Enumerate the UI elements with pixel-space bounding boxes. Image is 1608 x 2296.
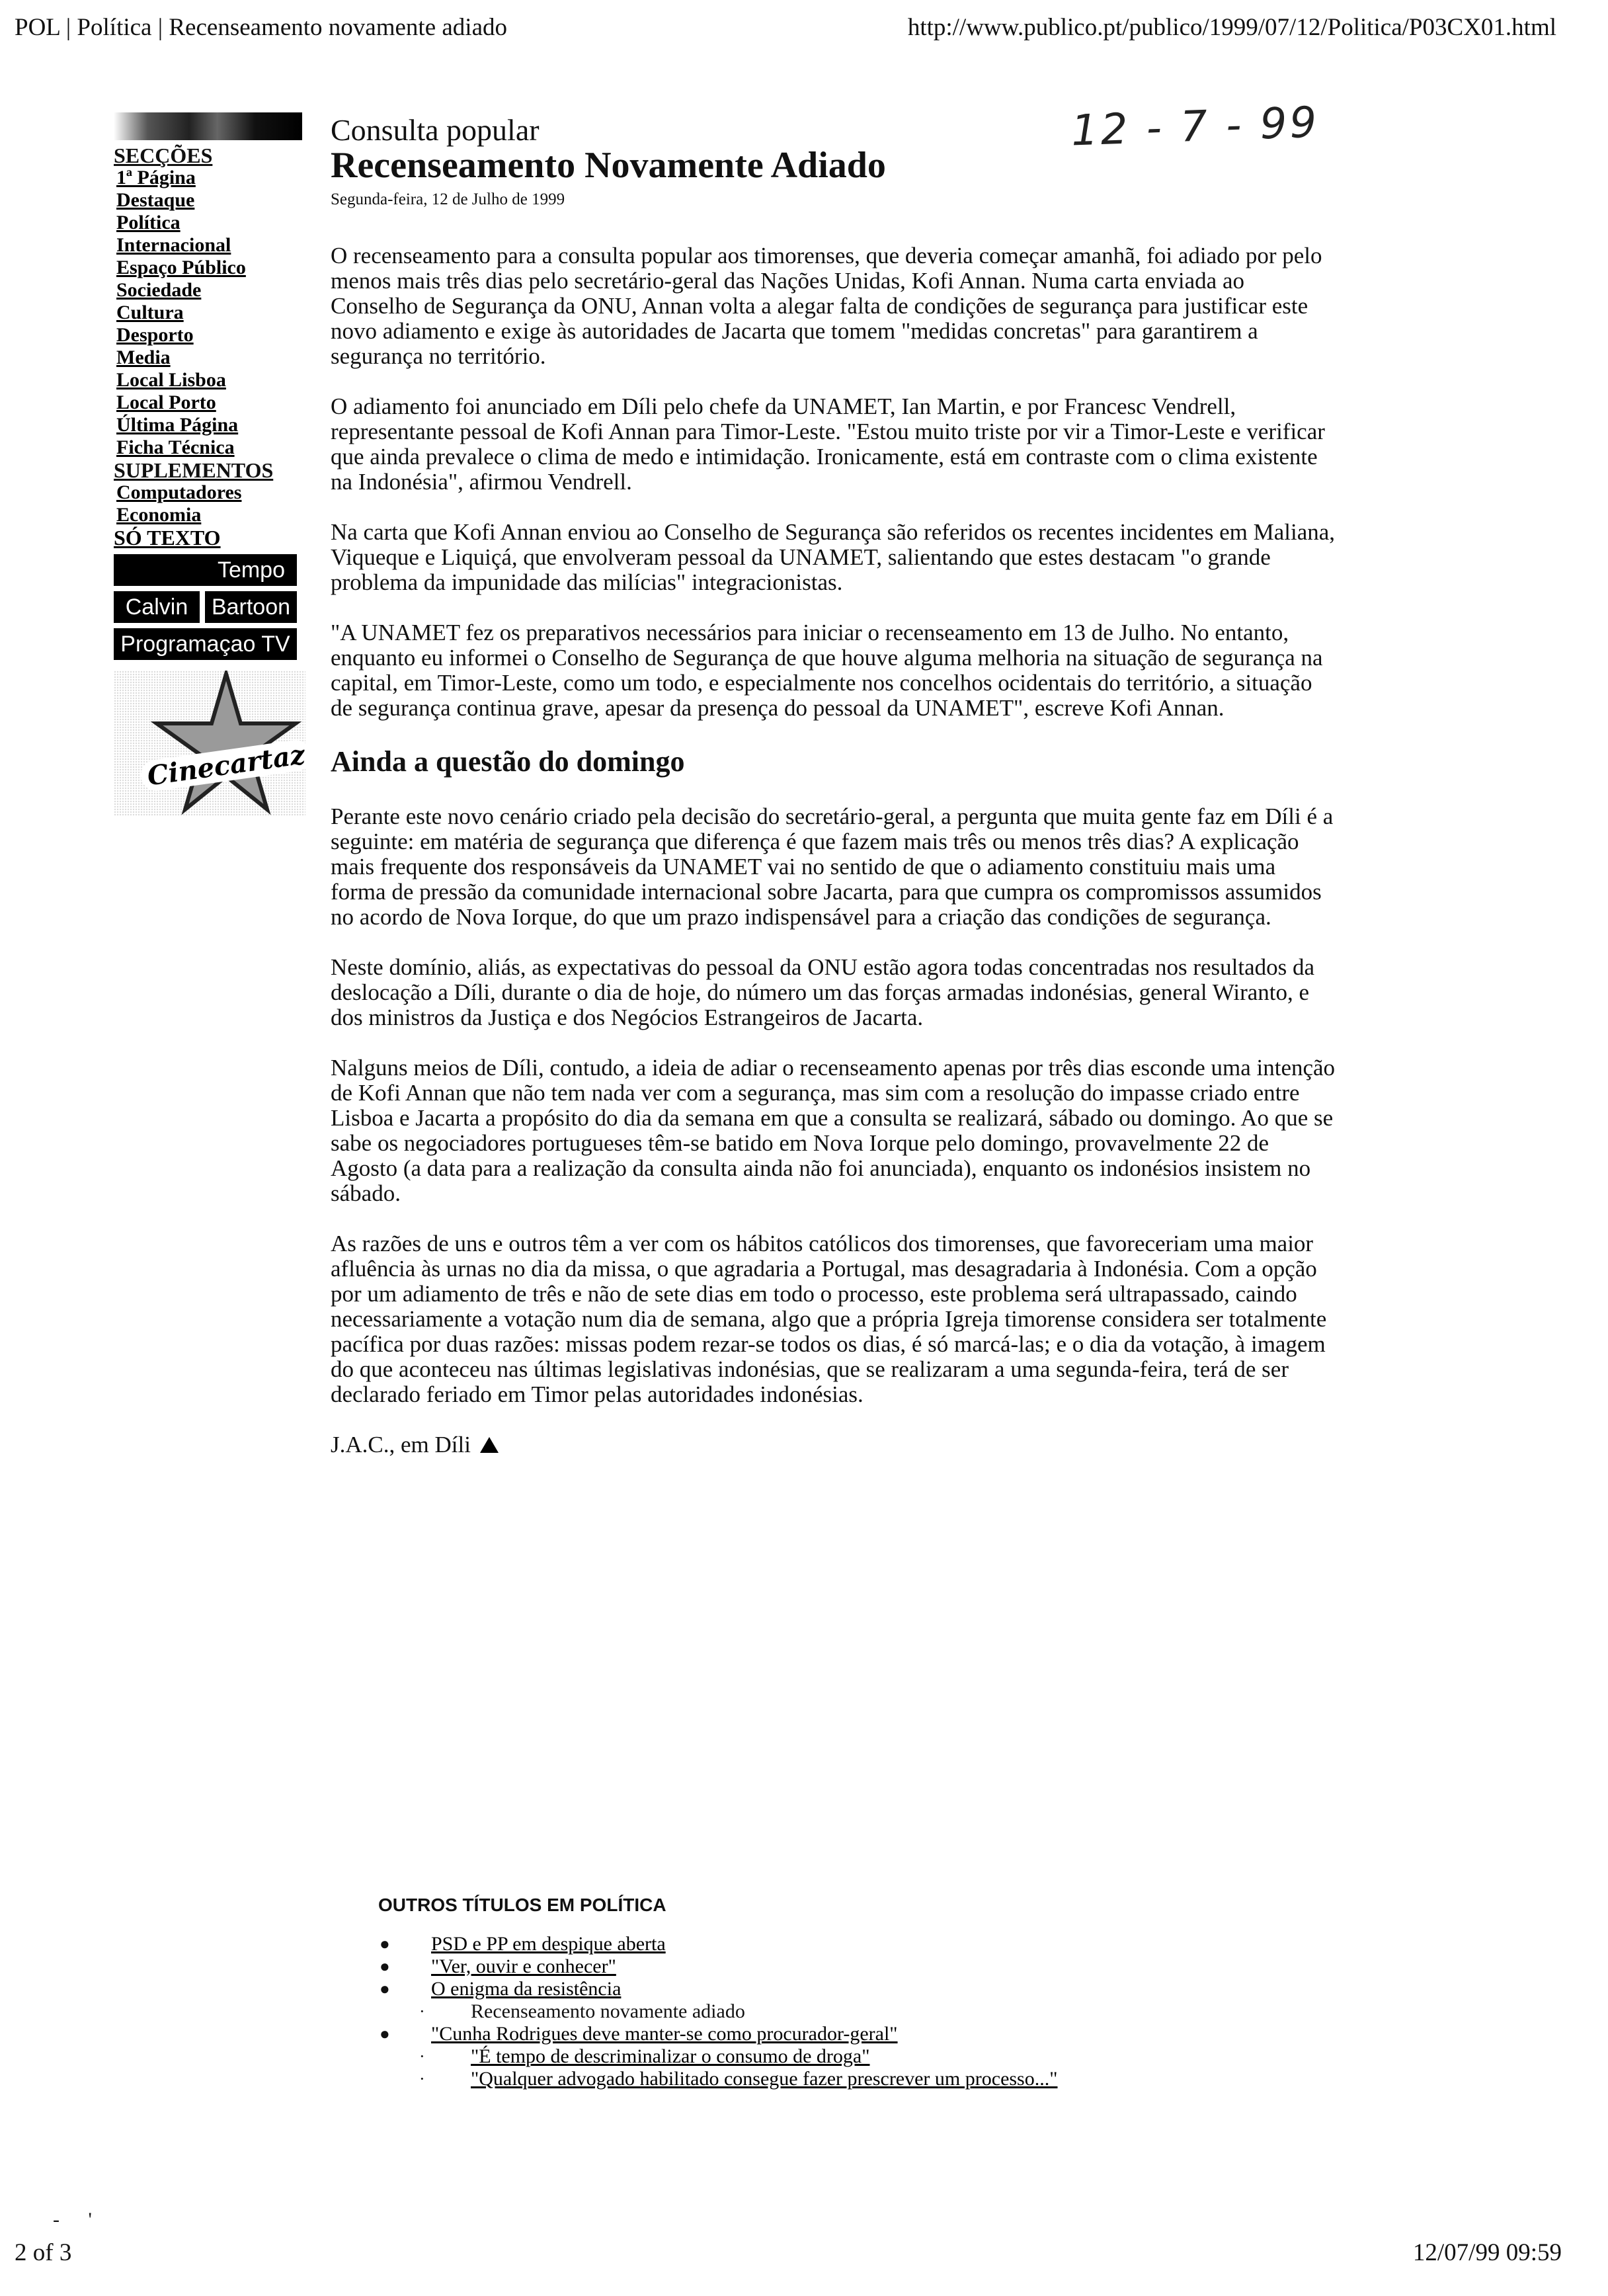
article-signature-row <box>331 1432 1336 1457</box>
bullet-icon: ● <box>380 2024 390 2043</box>
nav-link-ficha-tecnica[interactable]: Ficha Técnica <box>116 436 235 458</box>
other-headline-link[interactable]: "Qualquer advogado habilitado consegue fazer prescrever um processo..." <box>471 2068 1058 2090</box>
bartoon-button[interactable]: Bartoon <box>205 591 297 623</box>
cinecartaz-wordmark: Cinecartaz <box>139 738 313 793</box>
article-dateline: Segunda-feira, 12 de Julho de 1999 <box>331 190 565 208</box>
nav-link-economia[interactable]: Economia <box>116 504 202 526</box>
print-header-url: http://www.publico.pt/publico/1999/07/12/Politica/P03CX01.html <box>907 14 1556 41</box>
article-paragraph: As razões de uns e outros têm a ver com os hábitos católicos dos timorenses, que favoreceriam uma maior afluência às urnas no dia da missa, o que agradaria a Portugal, mas desagradaria à Indonésia. Com a opção por um adiamento de três e não de sete dias em todo o processo, este problema será ultrapassado, caindo necessariamente a votação num dia de semana, algo que a própria Igreja timorense considera ser totalmente pacífica por duas razões: missas podem rezar-se todos os dias, é só marcá-las; e o dia da votação, à imagem do que aconteceu nas últimas legislativas indonésias, que se realizaram a uma segunda-feira, terá de ser declarado feriado em Timor pelas autoridades indonésias. <box>331 1231 1327 1407</box>
article-paragraph: "A UNAMET fez os preparativos necessários para iniciar o recenseamento em 13 de Julho. No entanto, enquanto eu informei o Conselho de Segurança de que houve alguma melhoria na situação de segurança na capital, em Timor-Leste, como um todo, e especialmente nos concelhos ocidentais do território, a situação de segurança continua grave, apesar da presença do pessoal da UNAMET", escreve Kofi Annan. <box>331 620 1323 721</box>
article-paragraph: O recenseamento para a consulta popular aos timorenses, que deveria começar amanhã, foi adiado por pelo menos mais três dias pelo secretário-geral das Nações Unidas, Kofi Annan. Numa carta enviada ao Conselho de Segurança da ONU, Annan volta a alegar falta de condições de segurança para justificar este novo adiamento e exige às autoridades de Jacarta que tomem "medidas concretas" para garantirem a segurança no território. <box>331 243 1322 369</box>
handwritten-date-annotation: 12 - 7 - 99 <box>1070 98 1320 156</box>
nav-link-so-texto[interactable]: SÓ TEXTO <box>114 526 221 550</box>
bullet-icon: ● <box>380 1957 390 1976</box>
other-headlines-title: OUTROS TÍTULOS EM POLÍTICA <box>378 1895 666 1915</box>
sections-heading: SECÇÕES <box>114 144 213 167</box>
article-paragraph: Na carta que Kofi Annan enviou ao Conselho de Segurança são referidos os recentes incidentes em Maliana, Viqueque e Liquiçá, que envolveram pessoal da UNAMET, salientando que estes destacam "o grande problema da impunidade das milícias" integracionistas. <box>331 519 1336 595</box>
supplements-heading: SUPLEMENTOS <box>114 458 274 482</box>
list-item <box>419 2068 1238 2090</box>
cinecartaz-logo[interactable] <box>114 671 305 816</box>
other-headlines <box>378 1895 1238 2090</box>
other-headline-link[interactable]: PSD e PP em despique aberta <box>431 1933 666 1955</box>
bullet-icon: · <box>419 2069 425 2088</box>
other-headline-link[interactable]: "É tempo de descriminalizar o consumo de droga" <box>471 2045 870 2067</box>
article-signature: J.A.C., em Díli <box>331 1432 471 1457</box>
bullet-icon: · <box>419 2002 425 2021</box>
list-item <box>380 1978 1238 2000</box>
print-header-title: POL | Política | Recenseamento novamente adiado <box>15 14 508 41</box>
article-paragraph: Perante este novo cenário criado pela decisão do secretário-geral, a pergunta que muita gente faz em Díli é a seguinte: em matéria de segurança que diferença é que fazem mais três ou menos três dias? A explicação mais frequente dos responsáveis da UNAMET vai no sentido de que o adiamento constituiu mais uma forma de pressão da comunidade internacional sobre Jacarta, para que cumpra os compromissos assumidos no acordo de Nova Iorque, do que um prazo indispensável para a criação das condições de segurança. <box>331 803 1334 930</box>
nav-link-cultura[interactable]: Cultura <box>116 302 184 323</box>
scan-marks: - ' <box>53 2209 104 2231</box>
nav-link-local-lisboa[interactable]: Local Lisboa <box>116 369 226 391</box>
nav-link-destaque[interactable]: Destaque <box>116 189 195 211</box>
print-footer-page: 2 of 3 <box>15 2239 72 2266</box>
list-item <box>380 1955 1238 1978</box>
bullet-icon: ● <box>380 1979 390 1998</box>
nav-link-internacional[interactable]: Internacional <box>116 234 231 256</box>
article-headline: Recenseamento Novamente Adiado <box>331 145 886 186</box>
nav-link-desporto[interactable]: Desporto <box>116 324 194 346</box>
article-body <box>331 243 1336 1457</box>
article-paragraph: Nalguns meios de Díli, contudo, a ideia de adiar o recenseamento apenas por três dias esconde uma intenção de Kofi Annan que não tem nada ver com a segurança, mas sim com a resolução do impasse criado entre Lisboa e Jacarta a propósito do dia da semana em que a consulta se realizará, sábado ou domingo. Ao que se sabe os negociadores portugueses têm-se batido em Nova Iorque pelo domingo, provavelmente 22 de Agosto (a data para a realização da consulta ainda não foi anunciada), enquanto os indonésios insistem no sábado. <box>331 1055 1336 1206</box>
nav-link-espaco-publico[interactable]: Espaço Público <box>116 257 246 278</box>
comics-button-row <box>114 591 297 623</box>
nav-link-media[interactable]: Media <box>116 347 171 368</box>
publico-logo-strip <box>114 112 302 140</box>
nav-link-computadores[interactable]: Computadores <box>116 481 242 503</box>
article-paragraph: O adiamento foi anunciado em Díli pelo chefe da UNAMET, Ian Martin, e por Francesc Vendrell, representante pessoal de Kofi Annan para Timor-Leste. "Estou muito triste por vir a Timor-Leste e verificar que ainda prevalece o clima de medo e intimidação. Ironicamente, está em contraste com o clima existente na Indonésia", afirmou Vendrell. <box>331 393 1325 495</box>
other-headline-link[interactable]: "Ver, ouvir e conhecer" <box>431 1955 616 1977</box>
other-headline-link[interactable]: "Cunha Rodrigues deve manter-se como procurador-geral" <box>431 2023 898 2045</box>
list-item <box>380 2023 1238 2045</box>
nav-link-politica[interactable]: Política <box>116 212 181 233</box>
other-headline-link[interactable]: O enigma da resistência <box>431 1978 622 2000</box>
nav-link-local-porto[interactable]: Local Porto <box>116 391 216 413</box>
back-to-top-icon[interactable] <box>480 1437 499 1453</box>
article-subheading: Ainda a questão do domingo <box>331 745 685 778</box>
article-paragraph: Neste domínio, aliás, as expectativas do pessoal da ONU estão agora todas concentradas nos resultados da deslocação a Díli, durante o dia de hoje, do número um das forças armadas indonésias, general Wiranto, e dos ministros da Justiça e dos Negócios Estrangeiros de Jacarta. <box>331 954 1315 1030</box>
nav-link-sociedade[interactable]: Sociedade <box>116 279 202 301</box>
tempo-button[interactable]: Tempo <box>114 554 297 586</box>
nav-link-ultima-pagina[interactable]: Última Página <box>116 414 239 436</box>
programacao-tv-button[interactable]: Programaçao TV <box>114 628 297 660</box>
sidebar <box>114 112 305 816</box>
bullet-icon: · <box>419 2047 425 2066</box>
bullet-icon: ● <box>380 1934 390 1953</box>
calvin-button[interactable]: Calvin <box>114 591 200 623</box>
list-item <box>380 1933 1238 1955</box>
article-kicker: Consulta popular <box>331 113 540 147</box>
list-item-current <box>419 2000 1238 2023</box>
print-footer-datetime: 12/07/99 09:59 <box>1412 2239 1562 2266</box>
nav-link-primeira-pagina[interactable]: 1ª Página <box>116 167 196 188</box>
list-item <box>419 2045 1238 2068</box>
current-headline: Recenseamento novamente adiado <box>471 2000 745 2022</box>
